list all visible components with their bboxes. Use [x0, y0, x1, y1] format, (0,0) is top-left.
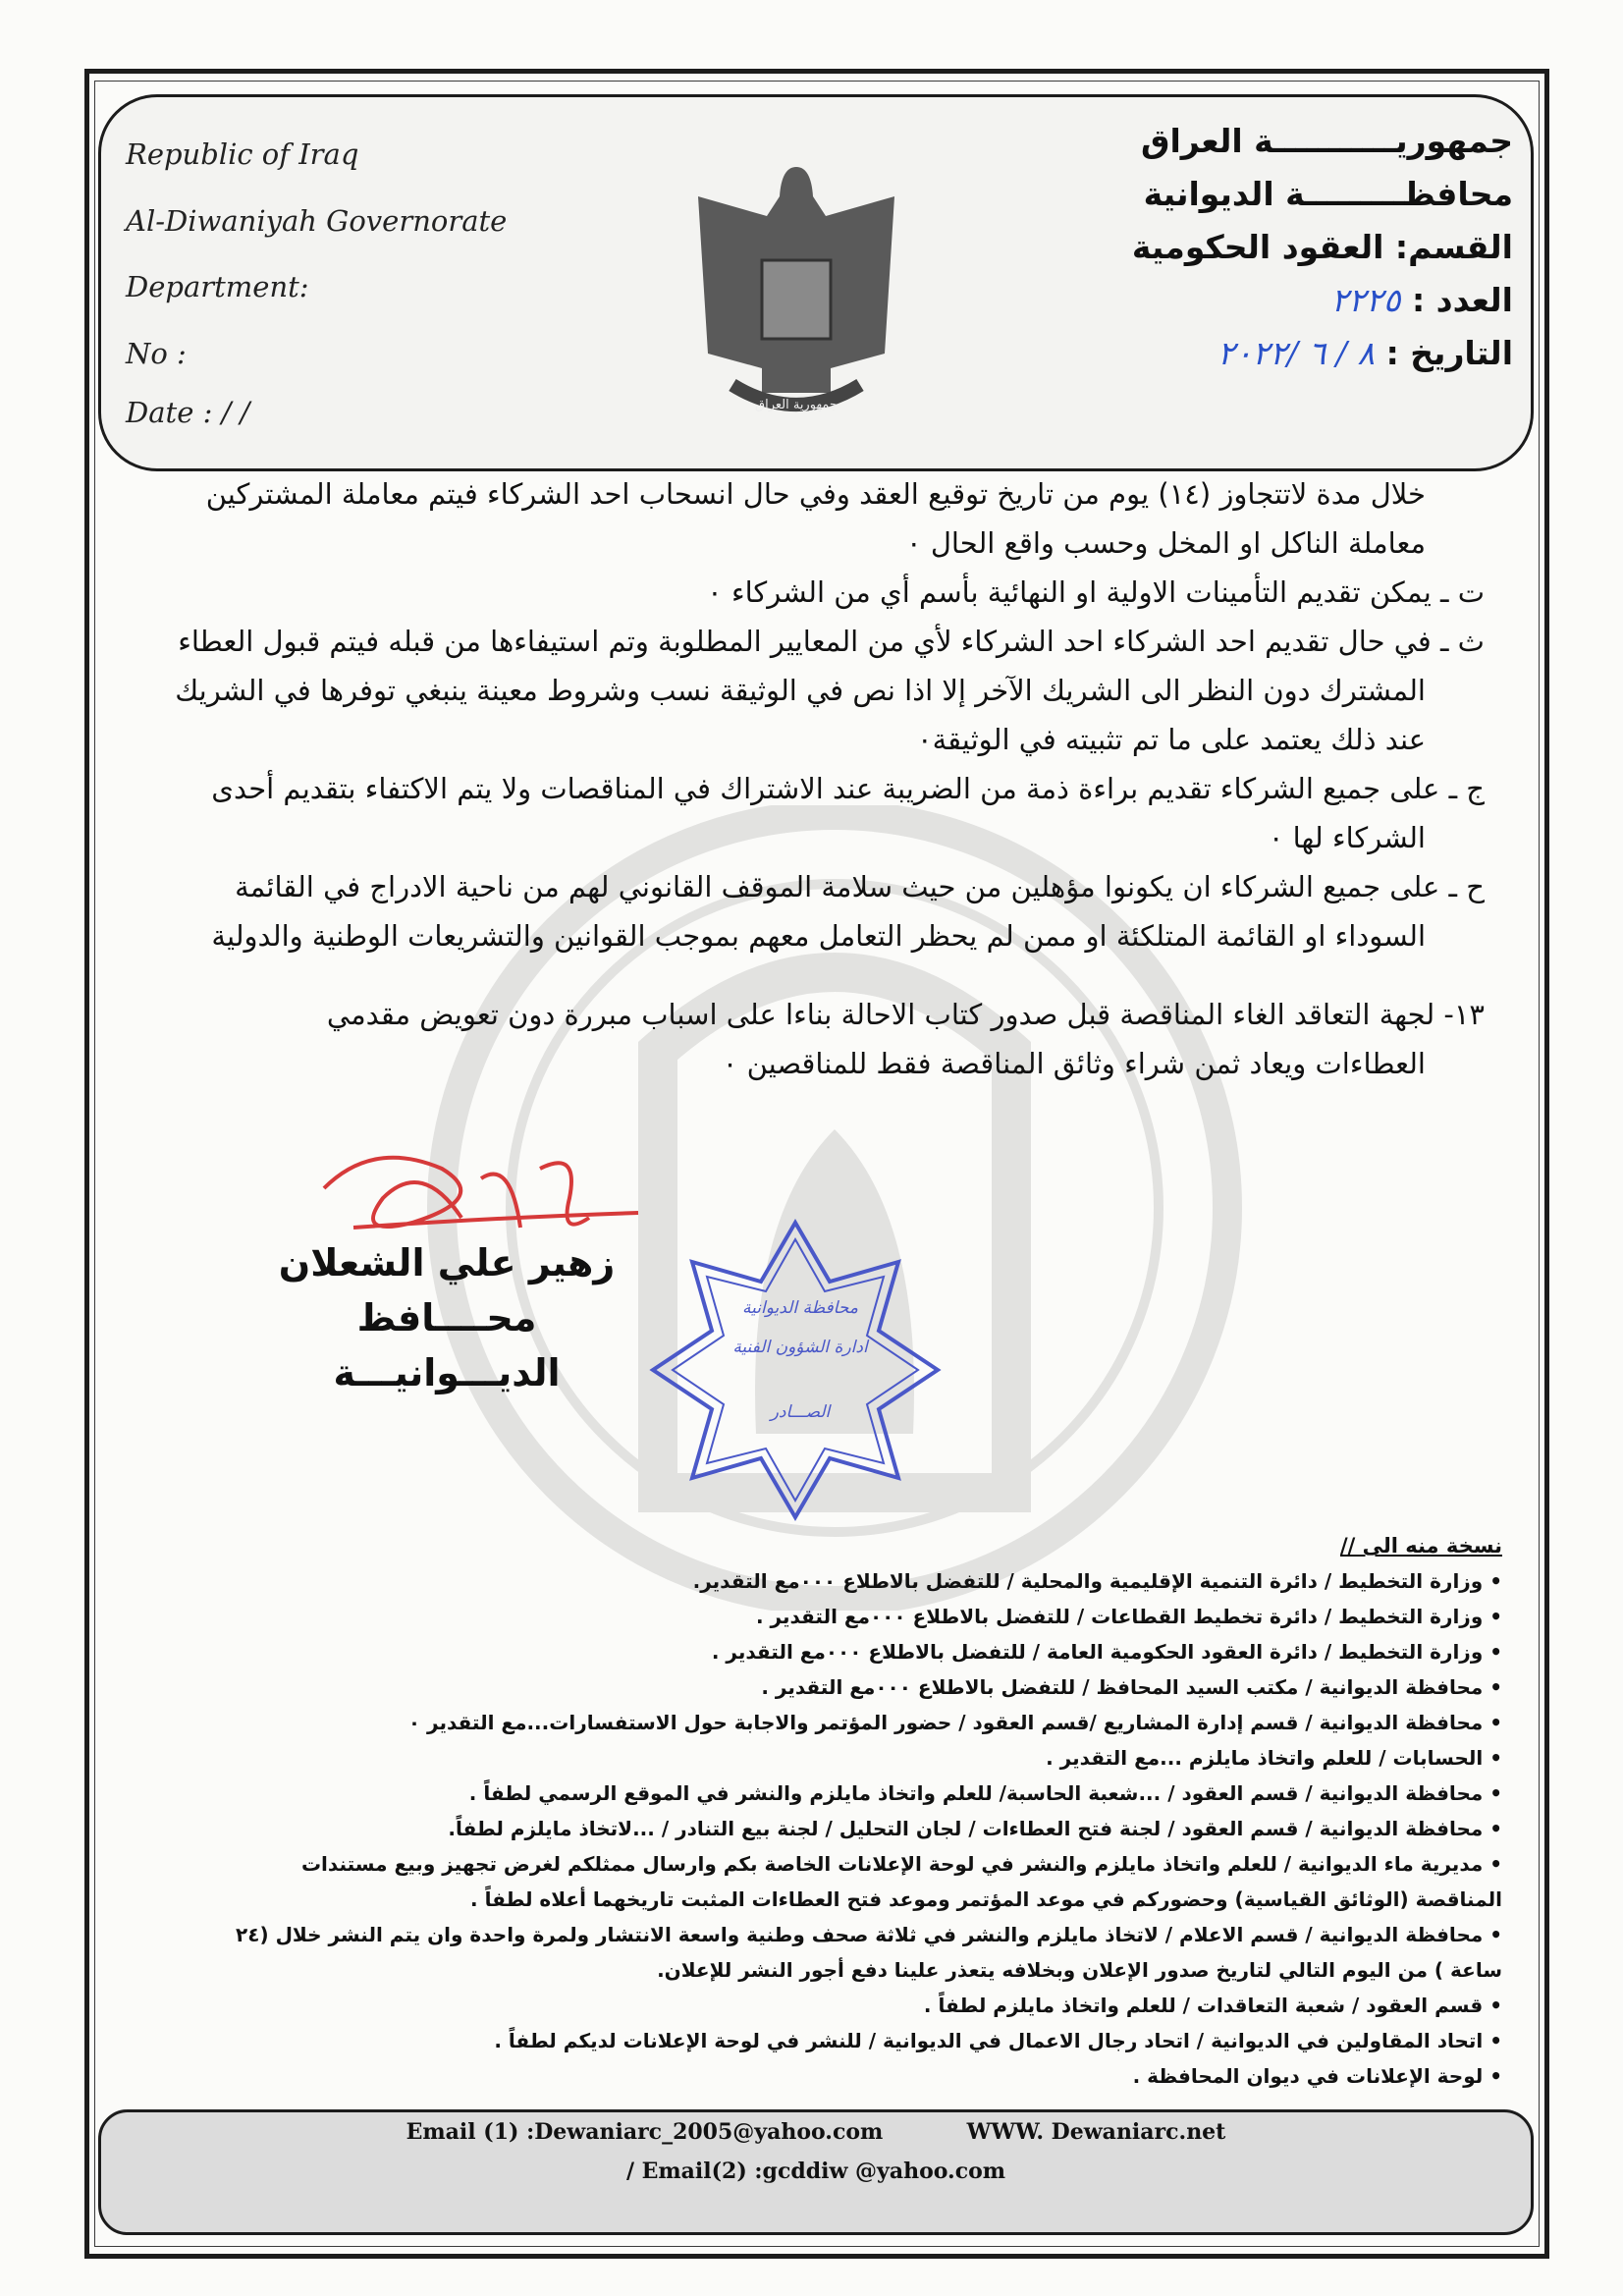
body-line: المشترك دون النظر الى الشريك الآخر إلا اذا نص في الوثيقة نسب وشروط معينة ينبغي توفرها في الشريك — [175, 674, 1426, 707]
body-line: الشركاء لها ٠ — [1268, 821, 1426, 854]
body-line: السوداء او القائمة المتلكئة او ممن لم يحظر التعامل معهم بموجب القوانين والتشريعات الوطنية والدولية — [211, 919, 1426, 953]
governor-name: زهير علي الشعلان — [278, 1241, 616, 1285]
copies-list — [167, 1528, 1502, 2094]
en-department: Department: — [126, 270, 309, 303]
copies-item: • لوحة الإعلانات في ديوان المحافظة . — [1132, 2064, 1502, 2088]
body-line: ح ـ على جميع الشركاء ان يكونوا مؤهلين من حيث سلامة الموقف القانوني لهم من ناحية الادراج في القائمة — [235, 870, 1485, 903]
ar-department: القسم: العقود الحكومية — [1131, 228, 1513, 266]
eagle-emblem-icon — [693, 157, 899, 422]
en-date: Date : / / — [126, 396, 250, 429]
stamp-line-2: ادارة الشؤون الفنية — [732, 1338, 868, 1357]
body-line: ١٣- لجهة التعاقد الغاء المناقصة قبل صدور كتاب الاحالة بناءا على اسباب مبررة دون تعويض مقدمي — [326, 998, 1485, 1031]
copies-item: • مديرية ماء الديوانية / للعلم واتخاذ مايلزم والنشر في لوحة الإعلانات الخاصة بكم وارسال ممثلكم لغرض تجهيز وبيع مستندات — [300, 1852, 1502, 1876]
stamp-line-1: محافظة الديوانية — [742, 1298, 858, 1318]
governor-title: محــــافظ الديـــوانيـــة — [333, 1296, 561, 1394]
body-line: ث ـ في حال تقديم احد الشركاء احد الشركاء لأي من المعايير المطلوبة وتم استيفاءها من قبله فيتم قبول العطاء — [178, 625, 1485, 658]
ar-number — [1331, 281, 1513, 319]
ar-number-value: ٢٢٢٥ — [1330, 281, 1401, 319]
copies-item: • محافظة الديوانية / مكتب السيد المحافظ / للتفضل بالاطلاع ٠٠٠مع التقدير . — [761, 1675, 1502, 1699]
copies-item: • محافظة الديوانية / قسم الاعلام / لاتخاذ مايلزم والنشر في ثلاثة صحف وطنية واسعة الانتشار ولمرة واحدة وان يتم النشر خلال (٢٤ — [236, 1923, 1502, 1946]
copies-item: ساعة ) من اليوم التالي لتاريخ صدور الإعلان وبخلافه يتعذر علينا دفع أجور النشر للإعلان. — [657, 1958, 1502, 1982]
copies-item: • محافظة الديوانية / قسم العقود / لجنة فتح العطاءات / لجان التحليل / لجنة بيع التنادر / ...لاتخاذ مايلزم لطفاً. — [448, 1817, 1502, 1840]
footer-contacts — [98, 2119, 1534, 2145]
ar-date-value: ٨ / ٦ /٢٠٢٢ — [1217, 334, 1376, 372]
copies-item: • محافظة الديوانية / قسم إدارة المشاريع /قسم العقود / حضور المؤتمر والاجابة حول الاستفسارات...مع التقدير ٠ — [407, 1711, 1502, 1734]
copies-item: المناقصة (الوثائق القياسية) وحضوركم في موعد المؤتمر وموعد فتح العطاءات المثبت تاريخهما أعلاه لطفاً . — [470, 1887, 1502, 1911]
body-line: العطاءات ويعاد ثمن شراء وثائق المناقصة فقط للمناقصين ٠ — [722, 1047, 1426, 1080]
copies-item: • وزارة التخطيط / دائرة التنمية الإقليمية والمحلية / للتفضل بالاطلاع ٠٠٠مع التقدير. — [692, 1569, 1502, 1593]
copies-item: • وزارة التخطيط / دائرة العقود الحكومية العامة / للتفضل بالاطلاع ٠٠٠مع التقدير . — [711, 1640, 1502, 1664]
footer-website: WWW. Dewaniarc.net — [966, 2119, 1226, 2145]
en-country: Republic of Iraq — [126, 137, 359, 171]
body-line: ت ـ يمكن تقديم التأمينات الاولية او النهائية بأسم أي من الشركاء ٠ — [707, 575, 1485, 609]
body-line: ج ـ على جميع الشركاء تقديم براءة ذمة من الضريبة عند الاشتراك في المناقصات ولا يتم الاكتفاء بتقديم أحدى — [211, 772, 1485, 805]
copies-item: • محافظة الديوانية / قسم العقود / ...شعبة الحاسبة/ للعلم واتخاذ مايلزم والنشر في الموقع الرسمي لطفاً . — [468, 1781, 1502, 1805]
ar-governorate: محافظـــــــــة الديوانية — [1143, 175, 1513, 213]
copies-item: • وزارة التخطيط / دائرة تخطيط القطاعات / للتفضل بالاطلاع ٠٠٠مع التقدير . — [755, 1605, 1502, 1628]
emblem-caption: جمهورية العراق — [755, 398, 838, 412]
body-line: خلال مدة لاتتجاوز (١٤) يوم من تاريخ توقيع العقد وفي حال انسحاب احد الشركاء فيتم معاملة المشتركين — [205, 477, 1426, 511]
stamp-line-3: الصـــادر — [770, 1402, 831, 1422]
copies-title: نسخة منه الى // — [1339, 1534, 1502, 1558]
body-line: معاملة الناكل او المخل وحسب واقع الحال ٠ — [906, 526, 1426, 560]
body-text — [130, 469, 1485, 1088]
copies-item: • اتحاد المقاولين في الديوانية / اتحاد رجال الاعمال في الديوانية / للنشر في لوحة الإعلانات لديكم لطفاً . — [494, 2029, 1502, 2052]
ar-number-label: العدد : — [1411, 281, 1513, 319]
en-governorate: Al-Diwaniyah Governorate — [126, 204, 508, 238]
governor-signature-block — [265, 1235, 628, 1400]
ar-date — [1217, 334, 1513, 372]
copies-item: • قسم العقود / شعبة التعاقدات / للعلم واتخاذ مايلزم لطفاً . — [923, 1994, 1502, 2017]
ar-date-label: التاريخ : — [1385, 334, 1513, 372]
official-stamp-icon — [648, 1218, 943, 1522]
body-line: عند ذلك يعتمد على ما تم تثبيته في الوثيقة٠ — [917, 723, 1426, 756]
footer-email-1: Email (1) :Dewaniarc_2005@yahoo.com — [406, 2119, 884, 2145]
copies-item: • الحسابات / للعلم واتخاذ مايلزم ...مع التقدير . — [1046, 1746, 1502, 1770]
ar-country: جمهوريـــــــــــة العراق — [1140, 122, 1513, 160]
footer-email-2: / Email(2) :gcddiw @yahoo.com — [625, 2159, 1006, 2184]
en-number: No : — [126, 337, 187, 370]
